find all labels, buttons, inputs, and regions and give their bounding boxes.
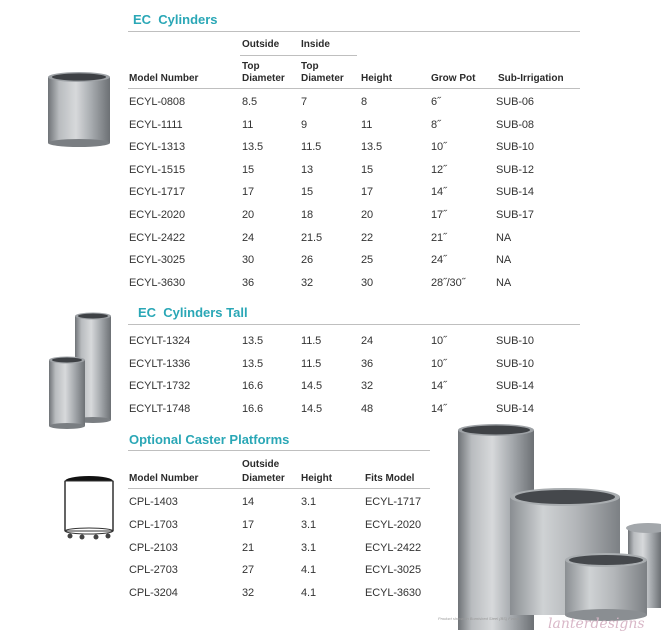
table-cell: NA [496,276,512,289]
table-cell: 8˝ [431,118,441,131]
table-cell: 14.5 [301,380,323,393]
table-cell: ECYL-3025 [129,254,185,267]
table-cell: 15 [242,163,255,176]
table-cell: 11 [242,118,254,131]
table-cell: 21.5 [301,231,323,244]
table-cell: 8 [361,96,368,108]
table-cell: 28˝/30˝ [431,276,466,289]
table-cell: CPL-1403 [129,496,178,508]
table-cell: 32 [301,276,314,289]
section-title-caster-platforms: Optional Caster Platforms [129,432,290,447]
watermark-logo: lanterdesigns [548,616,645,632]
header-model-number: Model Number [129,473,199,484]
table-cell: 13.5 [242,357,264,370]
table-cell: 22 [361,231,374,244]
table-cell: 32 [361,380,374,393]
table-cell: 26 [301,254,314,267]
cylinder-group-photo [458,424,661,630]
table-cell: 7 [301,96,308,108]
table-cell: 9 [301,118,308,131]
table-cell: SUB-14 [496,186,534,199]
table-cell: 10˝ [431,335,447,347]
table-cell: SUB-14 [496,380,534,393]
header-inside-top: Top [301,61,319,72]
table-cell: 3.1 [301,518,316,531]
table-cell: 6˝ [431,96,441,108]
header-outside-diameter: Diameter [242,473,285,484]
table-cell: 18 [301,209,314,221]
table-cell: 14˝ [431,380,447,393]
table-cell: 24˝ [431,254,447,267]
table-cell: ECYL-1515 [129,163,185,176]
table-cell: 25 [361,254,374,267]
table-cell: CPL-3204 [129,587,178,600]
table-cell: 14 [242,496,255,508]
table-cell: 24 [361,335,374,347]
caster-platform-image [65,476,113,540]
table-cell: 21 [242,541,255,554]
header-outside-diameter: Diameter [242,73,285,84]
table-cell: 15 [361,163,374,176]
header-inside-diameter: Diameter [301,73,344,84]
table-cell: NA [496,231,512,244]
table-cell: 16.6 [242,380,264,393]
table-cell: ECYLT-1732 [129,380,191,393]
table-cell: ECYLT-1748 [129,402,191,415]
table-cell: 4.1 [301,564,316,577]
header-height: Height [301,473,333,484]
table-cell: 30 [361,276,374,289]
table-cell: 48 [361,402,374,415]
table-cell: CPL-2703 [129,564,178,577]
header-inside: Inside [301,39,330,50]
table-cell: ECYL-3025 [365,564,421,577]
table-cell: 13.5 [242,335,264,347]
table-cell: 17˝ [431,209,447,221]
table-cell: 10˝ [431,357,447,370]
table-cell: ECYL-2422 [365,541,421,554]
table-cell: 27 [242,564,255,577]
title-main: Cylinders [158,12,218,27]
table-cell: 11.5 [301,357,322,370]
title-prefix: EC [133,12,152,27]
table-cell: SUB-17 [496,209,534,221]
table-cell: 4.1 [301,587,316,600]
header-fits-model: Fits Model [365,473,415,484]
finish-caption: Product shown in Burnished Steel (BS) Finish [438,616,519,621]
table-cell: 20 [242,209,255,221]
table-cell: 3.1 [301,496,316,508]
table-cell: 12˝ [431,163,447,176]
table-cell: 20 [361,209,374,221]
table-cell: ECYLT-1336 [129,357,191,370]
table-cell: 17 [242,186,255,199]
header-sub-irrigation: Sub-Irrigation [498,73,564,84]
table-cell: 15 [301,186,314,199]
table-cell: 30 [242,254,255,267]
header-outside: Outside [242,459,280,470]
table-cell: 17 [361,186,374,199]
title-main: Cylinders Tall [163,305,248,320]
table-cell: 11 [361,118,373,131]
table-cell: ECYL-1111 [129,118,183,131]
table-cell: ECYL-1313 [129,141,185,154]
header-outside-top: Top [242,61,260,72]
header-grow-pot: Grow Pot [431,73,476,84]
table-cell: ECYL-0808 [129,96,185,108]
table-cell: ECYL-2020 [365,518,421,531]
table-cell: 10˝ [431,141,447,154]
table-cell: NA [496,254,512,267]
header-model-number: Model Number [129,73,199,84]
table-cell: SUB-14 [496,402,534,415]
table-cell: SUB-10 [496,335,534,347]
table-cell: ECYL-3630 [129,276,185,289]
table-cell: 21˝ [431,231,447,244]
table-cell: 36 [361,357,374,370]
table-cell: SUB-08 [496,118,534,131]
header-height: Height [361,73,393,84]
table-cell: 8.5 [242,96,257,108]
table-cell: 17 [242,518,255,531]
table-cell: SUB-10 [496,141,534,154]
table-cell: ECYL-2422 [129,231,185,244]
table-cell: ECYL-3630 [365,587,421,600]
table-cell: ECYLT-1324 [129,335,191,347]
table-cell: 14˝ [431,186,447,199]
table-cell: 13.5 [242,141,264,154]
table-cell: ECYL-1717 [129,186,185,199]
table-cell: 36 [242,276,255,289]
table-cell: 3.1 [301,541,316,554]
table-cell: SUB-10 [496,357,534,370]
table-cell: CPL-2103 [129,541,178,554]
cylinder-product-image [48,72,110,147]
table-cell: 32 [242,587,255,600]
tall-cylinders-product-image [49,313,111,430]
table-cell: 13.5 [361,141,383,154]
table-cell: 13 [301,163,314,176]
table-cell: SUB-12 [496,163,534,176]
table-cell: SUB-06 [496,96,534,108]
header-outside: Outside [242,39,280,50]
table-cell: 14.5 [301,402,323,415]
table-cell: 14˝ [431,402,447,415]
title-prefix: EC [138,305,157,320]
table-cell: ECYL-1717 [365,496,421,508]
table-cell: CPL-1703 [129,518,178,531]
table-cell: 11.5 [301,335,322,347]
table-cell: 24 [242,231,255,244]
table-cell: 11.5 [301,141,322,154]
table-cell: 16.6 [242,402,264,415]
table-cell: ECYL-2020 [129,209,185,221]
